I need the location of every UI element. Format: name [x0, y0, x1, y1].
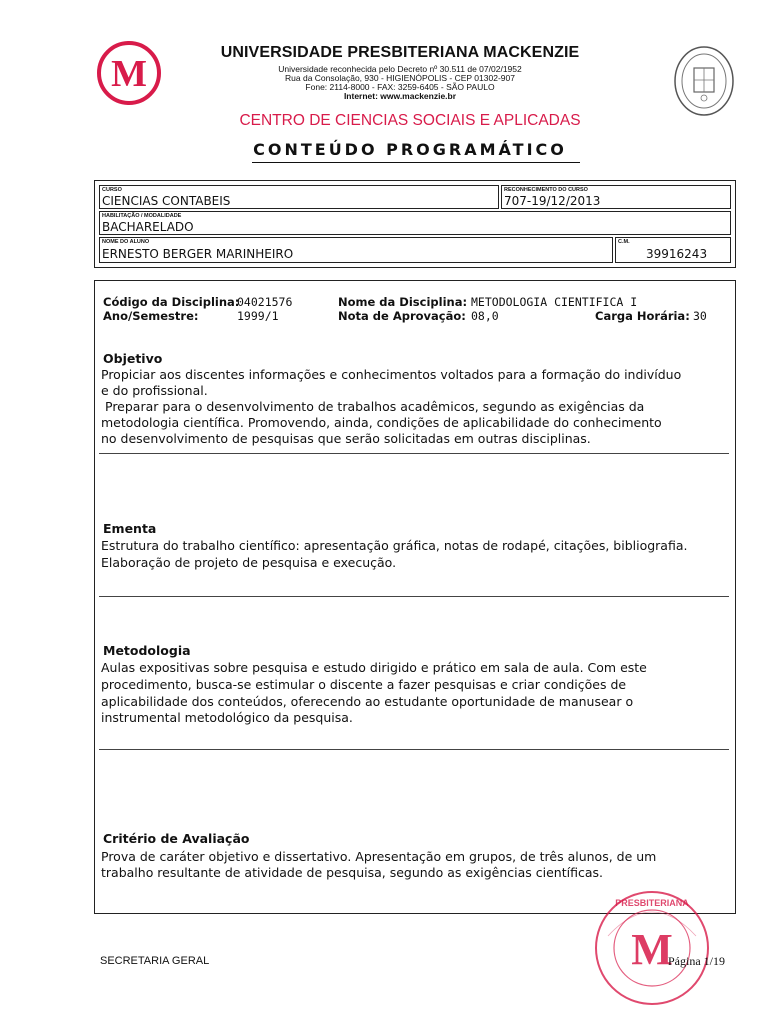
aluno-cell: [99, 237, 613, 263]
objetivo-line-5: no desenvolvimento de pesquisas que serão solicitadas em outras disciplinas.: [101, 431, 591, 446]
habilitacao-cell: [99, 211, 731, 235]
nome-disciplina-label: Nome da Disciplina:: [338, 295, 468, 309]
center-name: CENTRO DE CIENCIAS SOCIAIS E APLICADAS: [239, 112, 581, 129]
habilitacao-label: HABILITAÇÃO / MODALIDADE: [102, 213, 182, 219]
objetivo-line-2: e do profissional.: [101, 383, 208, 398]
aluno-value: ERNESTO BERGER MARINHEIRO: [102, 247, 294, 261]
cm-label: C.M.: [618, 239, 630, 245]
student-info-box: [94, 180, 736, 268]
habilitacao-value: BACHARELADO: [102, 220, 194, 234]
objetivo-line-1: Propiciar aos discentes informações e conhecimentos voltados para a formação do indivíduo: [101, 367, 682, 382]
reconhecimento-cell: [501, 185, 731, 209]
nota-aprovacao-value: 08,0: [471, 309, 499, 323]
cm-cell: [615, 237, 731, 263]
criterio-line-2: trabalho resultante de atividade de pesquisa, segundo as exigências científicas.: [101, 865, 603, 880]
address-line-1: Universidade reconhecida pelo Decreto nº 30.511 de 07/02/1952: [278, 64, 522, 74]
objetivo-title: Objetivo: [103, 351, 163, 366]
criterio-line-1: Prova de caráter objetivo e dissertativo. Apresentação em grupos, de três alunos, de um: [101, 849, 657, 864]
address-line-2: Rua da Consolação, 930 - HIGIENÓPOLIS - CEP 01302-907: [285, 73, 515, 83]
nome-disciplina-value: METODOLOGIA CIENTIFICA I: [471, 295, 638, 309]
criterio-title: Critério de Avaliação: [103, 831, 250, 846]
codigo-label: Código da Disciplina:: [103, 295, 240, 309]
carga-horaria-label: Carga Horária:: [595, 309, 690, 323]
metodologia-line-3: aplicabilidade dos conteúdos, oferecendo ao estudante oportunidade de manusear o: [101, 694, 634, 709]
objetivo-line-4: metodologia científica. Promovendo, ainda, condições de aplicabilidade do conhecimento: [101, 415, 662, 430]
ano-semestre-value: 1999/1: [237, 309, 279, 323]
title-underline: [252, 162, 580, 163]
ementa-line-1: Estrutura do trabalho científico: apresentação gráfica, notas de rodapé, citações, bibliografia.: [101, 538, 688, 553]
document-title: CONTEÚDO PROGRAMÁTICO: [253, 140, 567, 159]
nota-aprovacao-label: Nota de Aprovação:: [338, 309, 466, 323]
address-line-3: Fone: 2114-8000 - FAX: 3259-6405 - SÃO PAULO: [305, 82, 495, 92]
address-line-4: Internet: www.mackenzie.br: [343, 91, 457, 101]
section-divider: [99, 596, 729, 597]
university-seal-icon: [672, 44, 736, 118]
objetivo-line-3: Preparar para o desenvolvimento de trabalhos acadêmicos, segundo as exigências da: [105, 399, 645, 414]
aluno-label: NOME DO ALUNO: [102, 239, 150, 245]
secretaria-geral-label: SECRETARIA GERAL: [100, 955, 210, 967]
svg-text:PRESBITERIANA: PRESBITERIANA: [615, 898, 689, 908]
carga-horaria-value: 30: [693, 309, 707, 323]
metodologia-title: Metodologia: [103, 643, 191, 658]
logo-letter: M: [111, 53, 147, 95]
ementa-title: Ementa: [103, 521, 157, 536]
reconhecimento-value: 707-19/12/2013: [504, 194, 601, 208]
ano-semestre-label: Ano/Semestre:: [103, 309, 199, 323]
section-divider: [99, 749, 729, 750]
metodologia-line-1: Aulas expositivas sobre pesquisa e estudo dirigido e prático em sala de aula. Com este: [101, 660, 647, 675]
svg-text:M: M: [631, 925, 673, 974]
secretaria-stamp-icon: [590, 886, 714, 1010]
section-divider: [99, 453, 729, 454]
reconhecimento-label: RECONHECIMENTO DO CURSO: [504, 187, 588, 193]
codigo-value: 04021576: [237, 295, 293, 309]
university-logo: [96, 40, 162, 106]
metodologia-line-2: procedimento, busca-se estimular o discente a fazer pesquisas e criar condições de: [101, 677, 627, 692]
cm-value: 39916243: [646, 247, 708, 261]
metodologia-line-4: instrumental metodológico da pesquisa.: [101, 710, 353, 725]
curso-label: CURSO: [102, 187, 122, 193]
curso-cell: [99, 185, 499, 209]
page-number: Página 1/19: [668, 954, 725, 968]
ementa-line-2: Elaboração de projeto de pesquisa e execução.: [101, 555, 397, 570]
curso-value: CIENCIAS CONTABEIS: [102, 194, 231, 208]
discipline-box: [94, 280, 736, 914]
university-name: UNIVERSIDADE PRESBITERIANA MACKENZIE: [220, 44, 580, 61]
